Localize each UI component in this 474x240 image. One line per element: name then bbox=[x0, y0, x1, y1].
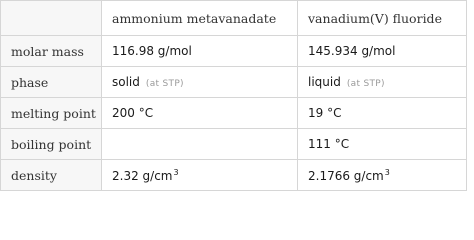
condition-note: (at STP) bbox=[346, 79, 385, 89]
cell-value: liquid bbox=[308, 75, 341, 89]
cell-melting-point-ammonium-metavanadate bbox=[102, 98, 298, 129]
cell-density-ammonium-metavanadate bbox=[102, 160, 298, 191]
cell-molar-mass-ammonium-metavanadate bbox=[102, 36, 298, 67]
column-header-ammonium-metavanadate: ammonium metavanadate bbox=[102, 1, 298, 36]
cell-value: 145.934 g/mol bbox=[308, 44, 396, 58]
cell-value: 2.1766 g/cm bbox=[308, 168, 384, 183]
unit-superscript: 3 bbox=[173, 167, 179, 177]
row-label-density: density bbox=[1, 160, 102, 191]
cell-molar-mass-vanadium-v-fluoride bbox=[298, 36, 467, 67]
cell-value: 200 °C bbox=[112, 106, 154, 120]
table-row-phase bbox=[1, 67, 467, 98]
row-label-phase: phase bbox=[1, 67, 102, 98]
row-label-melting-point: melting point bbox=[1, 98, 102, 129]
row-label-molar-mass: molar mass bbox=[1, 36, 102, 67]
table-row-boiling-point bbox=[1, 129, 467, 160]
cell-value: 2.32 g/cm bbox=[112, 168, 173, 183]
table-row-molar-mass bbox=[1, 36, 467, 67]
table-row-density bbox=[1, 160, 467, 191]
cell-value: 111 °C bbox=[308, 137, 350, 151]
cell-density-vanadium-v-fluoride bbox=[298, 160, 467, 191]
cell-value: 116.98 g/mol bbox=[112, 44, 192, 58]
table-row-melting-point bbox=[1, 98, 467, 129]
corner-cell bbox=[1, 1, 102, 36]
cell-phase-ammonium-metavanadate bbox=[102, 67, 298, 98]
condition-note: (at STP) bbox=[145, 79, 184, 89]
row-label-boiling-point: boiling point bbox=[1, 129, 102, 160]
cell-value: 19 °C bbox=[308, 106, 342, 120]
cell-boiling-point-ammonium-metavanadate bbox=[102, 129, 298, 160]
cell-phase-vanadium-v-fluoride bbox=[298, 67, 467, 98]
cell-boiling-point-vanadium-v-fluoride bbox=[298, 129, 467, 160]
cell-value: solid bbox=[112, 75, 140, 89]
header-row bbox=[1, 1, 467, 36]
cell-melting-point-vanadium-v-fluoride bbox=[298, 98, 467, 129]
column-header-vanadium-v-fluoride: vanadium(V) fluoride bbox=[298, 1, 467, 36]
unit-superscript: 3 bbox=[384, 167, 390, 177]
